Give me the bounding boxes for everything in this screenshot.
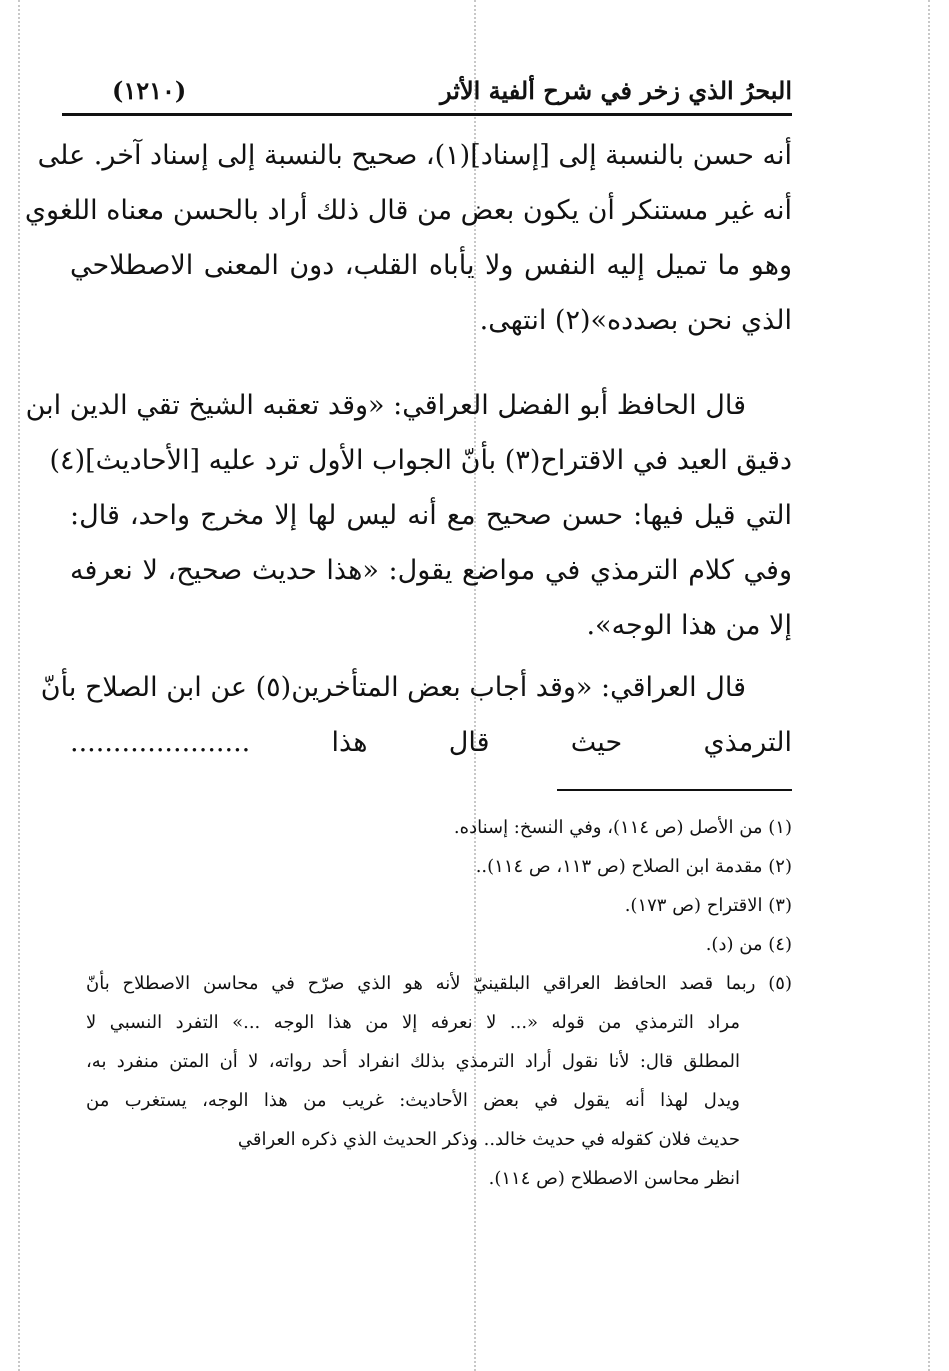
footnotes bbox=[86, 808, 792, 1198]
running-header bbox=[62, 70, 792, 116]
footnote-5-line: انظر محاسن الاصطلاح (ص ١١٤). bbox=[488, 1168, 740, 1189]
footnote-separator bbox=[557, 789, 792, 791]
left-dotted-margin bbox=[18, 0, 20, 1371]
text-line: وهو ما تميل إليه النفس ولا يأباه القلب، دون المعنى الاصطلاحي bbox=[70, 250, 792, 281]
text-line: الذي نحن بصدده»(٢) انتهى. bbox=[479, 305, 792, 336]
page-number: (١٢١٠) bbox=[112, 76, 187, 105]
right-dotted-margin bbox=[928, 0, 930, 1371]
footnote-1: (١) من الأصل (ص ١١٤)، وفي النسخ: إسناده. bbox=[453, 817, 792, 838]
text-line: الترمذي حيث قال هذا ..................... bbox=[70, 727, 792, 758]
footnote-5: (٥) ربما قصد الحافظ العراقي البلقينيّ لأنه هو الذي صرّح في محاسن الاصطلاح بأنّ bbox=[86, 973, 792, 994]
header-rule bbox=[62, 113, 792, 116]
footnote-5-line: ويدل لهذا أنه يقول في بعض الأحاديث: غريب من هذا الوجه، يستغرب من bbox=[86, 1090, 740, 1111]
text-line: إلا من هذا الوجه». bbox=[586, 610, 792, 641]
paragraph-3 bbox=[40, 660, 792, 770]
footnote-2: (٢) مقدمة ابن الصلاح (ص ١١٣، ص ١١٤).. bbox=[475, 856, 792, 877]
footnote-5-line: مراد الترمذي من قوله «... لا نعرفه إلا من هذا الوجه ...» التفرد النسبي لا bbox=[86, 1012, 740, 1033]
paragraph-2 bbox=[25, 378, 792, 653]
text-line: التي قيل فيها: حسن صحيح مع أنه ليس لها إلا مخرج واحد، قال: bbox=[70, 500, 792, 531]
book-title: البحرُ الذي زخر في شرح ألفية الأثر bbox=[440, 76, 792, 105]
paragraph-1 bbox=[24, 128, 792, 348]
text-line: أنه غير مستنكر أن يكون بعض من قال ذلك أراد بالحسن معناه اللغوي bbox=[24, 195, 792, 226]
footnote-3: (٣) الاقتراح (ص ١٧٣). bbox=[624, 895, 792, 916]
text-line: وفي كلام الترمذي في مواضع يقول: «هذا حديث صحيح، لا نعرفه bbox=[70, 555, 792, 586]
footnote-5-line: المطلق قال: لأنا نقول أراد الترمذي بذلك انفراد أحد رواته، لا أن المتن منفرد به، bbox=[86, 1051, 740, 1072]
footnote-5-line: حديث فلان كقوله في حديث خالد.. وذكر الحديث الذي ذكره العراقي bbox=[237, 1129, 740, 1150]
text-line: قال العراقي: «وقد أجاب بعض المتأخرين(٥) عن ابن الصلاح بأنّ bbox=[40, 672, 746, 703]
text-line: قال الحافظ أبو الفضل العراقي: «وقد تعقبه الشيخ تقي الدين ابن bbox=[25, 390, 746, 421]
text-line: دقيق العيد في الاقتراح(٣) بأنّ الجواب الأول ترد عليه [الأحاديث](٤) bbox=[49, 445, 792, 476]
text-line: أنه حسن بالنسبة إلى [إسناد](١)، صحيح بالنسبة إلى إسناد آخر. على bbox=[37, 140, 792, 171]
footnote-4: (٤) من (د). bbox=[705, 934, 792, 955]
